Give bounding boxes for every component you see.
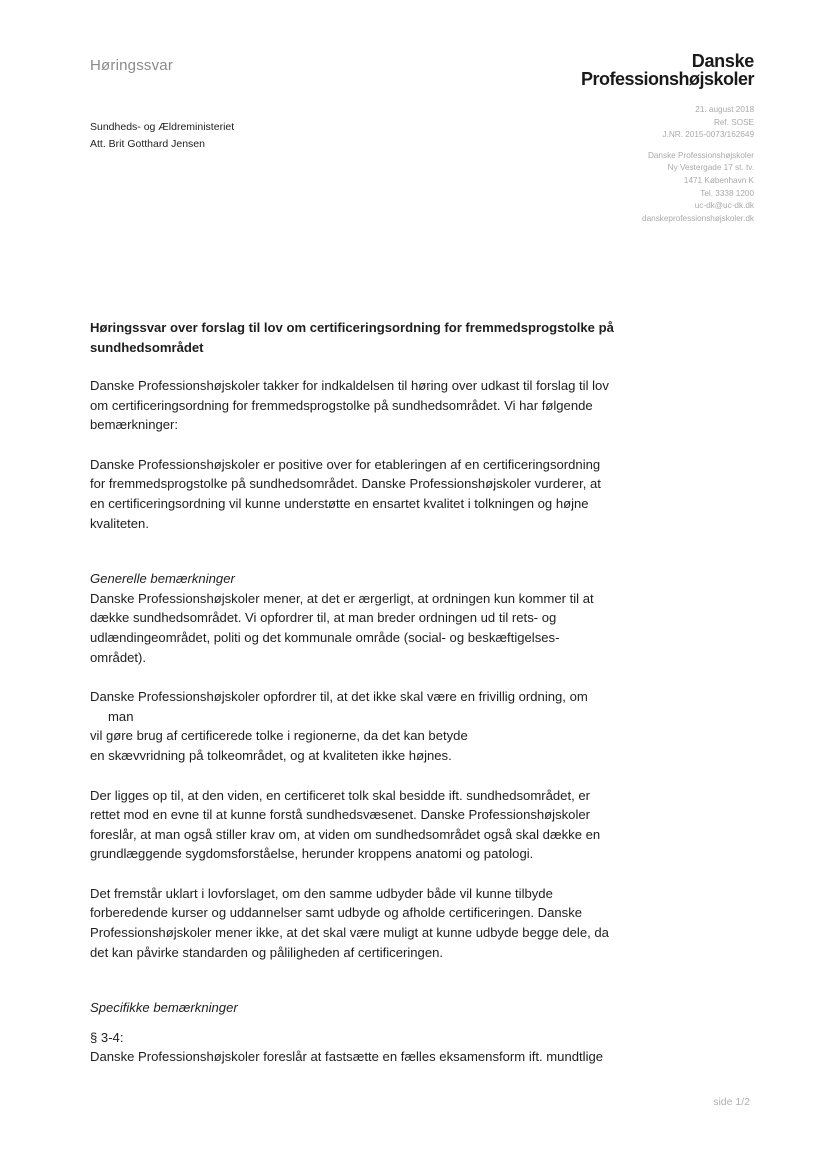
text-line: foreslår, at man også stiller krav om, at viden om sundhedsområdet også skal dække en: [90, 826, 601, 842]
text-line: en certificeringsordning vil kunne understøtte en ensartet kvalitet i tolkningen og højne: [90, 495, 589, 511]
paragraph-exam-form: Danske Professionshøjskoler foreslår at fastsætte en fælles eksamensform ift. mundtlige: [90, 1049, 604, 1065]
letter-date: 21. august 2018: [695, 105, 754, 114]
recipient-attention: Att. Brit Gotthard Jensen: [90, 138, 205, 150]
text-line: kvaliteten.: [90, 515, 149, 531]
paragraph-knowledge: [90, 786, 638, 864]
section-label: § 3-4:: [90, 1029, 124, 1045]
text-line: Professionshøjskoler mener ikke, at det skal være muligt at kunne udbyde begge dele, da: [90, 925, 609, 941]
letter-heading: [90, 318, 638, 358]
sender-organization: Danske Professionshøjskoler: [647, 150, 754, 160]
text-line: vil gøre brug af certificerede tolke i regionerne, da det kan betyde: [90, 728, 468, 744]
text-line: Der ligges op til, at den viden, en certificeret tolk skal besidde ift. sundhedsområdet, er: [90, 787, 591, 803]
recipient-block: [90, 119, 234, 153]
text-line: for fremmedsprogstolke på sundhedsområdet. Danske Professionshøjskoler vurderer, at: [90, 476, 601, 492]
organization-logo: [581, 52, 754, 88]
text-line: området).: [90, 649, 147, 665]
text-line: Danske Professionshøjskoler mener, at det er ærgerligt, at ordningen kun kommer til at: [90, 590, 594, 606]
sender-phone: Tel. 3338 1200: [700, 188, 754, 198]
letter-body: [90, 318, 638, 1067]
logo-line-2: Professionshøjskoler: [580, 69, 754, 89]
heading-line: sundhedsområdet: [90, 340, 204, 355]
paragraph-voluntary: [90, 687, 638, 765]
text-line: Det fremstår uklart i lovforslaget, om den samme udbyder både vil kunne tilbyde: [90, 885, 553, 901]
recipient-ministry: Sundheds- og Ældreministeriet: [90, 121, 235, 133]
section-heading-specific: Specifikke bemærkninger: [90, 1000, 238, 1016]
paragraph-intro: [90, 376, 638, 435]
heading-line: Høringssvar over forslag til lov om certificeringsordning for fremmedsprogstolke på: [90, 320, 614, 335]
text-line: grundlæggende sygdomsforståelse, herunder kroppens anatomi og patologi.: [90, 846, 534, 862]
text-line: forberedende kurser og uddannelser samt udbyde og afholde certificeringen. Danske: [90, 905, 583, 921]
text-line: Danske Professionshøjskoler takker for indkaldelsen til høring over udkast til forslag til lov: [90, 378, 609, 393]
sender-address: Ny Vestergade 17 st. tv.: [667, 163, 754, 173]
text-line: rettet mod en evne til at kunne forstå sundhedsvæsenet. Danske Professionshøjskoler: [90, 807, 591, 823]
text-line: bemærkninger:: [90, 417, 179, 433]
text-line: dække sundhedsområdet. Vi opfordrer til, at man breder ordningen ud til rets- og: [90, 610, 557, 626]
paragraph-positive: [90, 455, 638, 533]
text-line: om certificeringsordning for fremmedsprogstolke på sundhedsområdet. Vi har følgende: [90, 397, 593, 413]
text-line: man: [108, 708, 134, 724]
text-line: det kan påvirke standarden og påliligheden af certificeringen.: [90, 944, 444, 960]
paragraph-scope: [90, 589, 638, 667]
paragraph-provider: [90, 884, 638, 962]
letter-reference: Ref. SOSE: [713, 117, 754, 127]
journal-number: J.NR. 2015-0073/162649: [662, 130, 754, 140]
text-line: Danske Professionshøjskoler opfordrer til, at det ikke skal være en frivillig ordning, om: [90, 689, 588, 705]
sender-city: 1471 København K: [683, 175, 754, 185]
logo-line-1: Danske: [691, 51, 754, 71]
document-type-label: Høringssvar: [90, 57, 174, 74]
sender-meta-block: [642, 104, 754, 225]
page-number: side 1/2: [713, 1096, 750, 1108]
text-line: Danske Professionshøjskoler er positive over for etableringen af en certificeringsordning: [90, 456, 601, 472]
section-heading-general: Generelle bemærkninger: [90, 571, 235, 587]
text-line: udlændingeområdet, politi og det kommunale område (social- og beskæftigelses-: [90, 629, 560, 645]
sender-email: uc-dk@uc-dk.dk: [694, 201, 754, 211]
text-line: en skævvridning på tolkeområdet, og at kvaliteten ikke højnes.: [90, 747, 452, 763]
sender-website: danskeprofessionshøjskoler.dk: [642, 213, 754, 223]
